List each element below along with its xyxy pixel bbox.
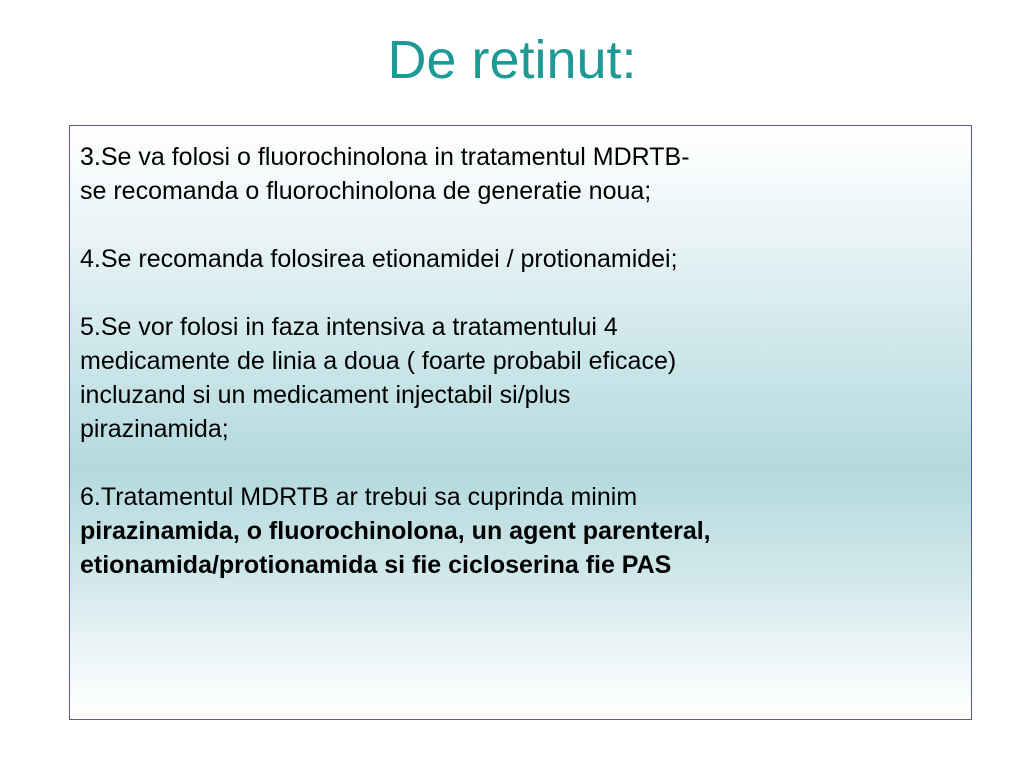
slide-title: De retinut: — [387, 30, 637, 90]
item-4 — [80, 242, 961, 276]
item-5-line-3: incluzand si un medicament injectabil si/plus — [80, 381, 571, 409]
item-6-bold-line-1: pirazinamida, o fluorochinolona, un agent parenteral, — [80, 517, 711, 545]
item-3-line-2: se recomanda o fluorochinolona de generatie noua; — [80, 177, 652, 205]
item-5-line-2: medicamente de linia a doua ( foarte probabil eficace) — [80, 347, 677, 375]
item-4-line-1: 4.Se recomanda folosirea etionamidei / protionamidei; — [80, 245, 678, 273]
item-6-line-1: 6.Tratamentul MDRTB ar trebui sa cuprinda minim — [80, 483, 638, 511]
item-5-line-4: pirazinamida; — [80, 415, 229, 443]
item-5-line-1: 5.Se vor folosi in faza intensiva a tratamentului 4 — [80, 313, 618, 341]
item-3-line-1: 3.Se va folosi o fluorochinolona in tratamentul MDRTB- — [80, 143, 690, 171]
item-5 — [80, 310, 961, 446]
content-box — [69, 125, 972, 720]
item-6-bold-line-2: etionamida/protionamida si fie cicloserina fie PAS — [80, 551, 672, 579]
item-3 — [80, 140, 961, 208]
item-6 — [80, 480, 961, 582]
